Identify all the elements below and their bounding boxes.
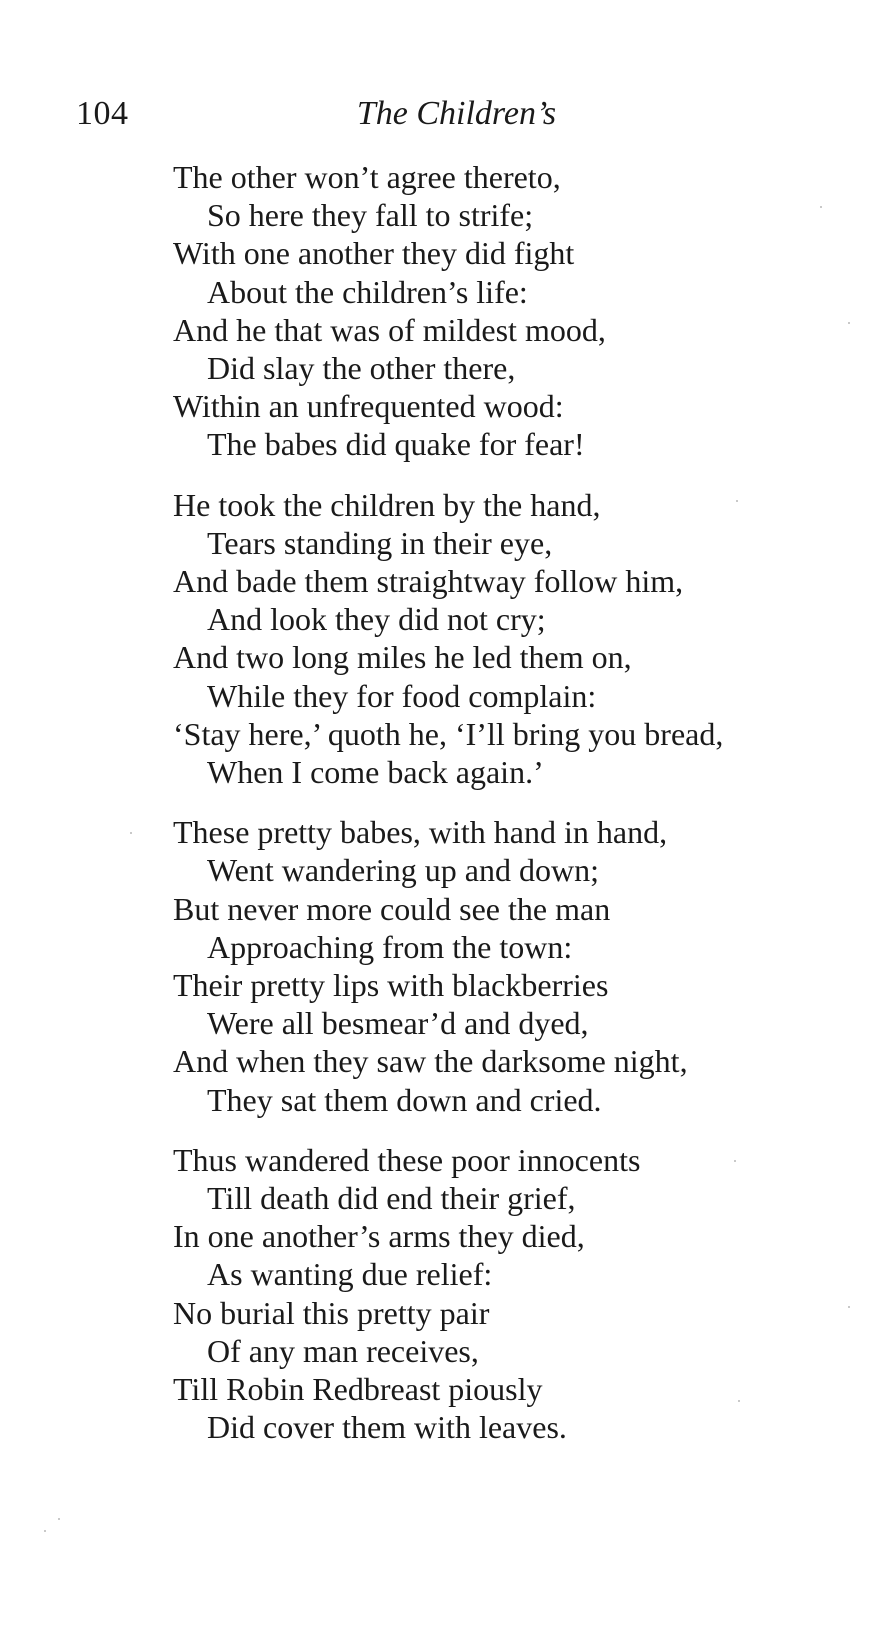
scan-speck — [848, 1306, 850, 1308]
verse-line: Thus wandered these poor innocents — [173, 1141, 641, 1178]
scan-speck — [44, 1530, 46, 1532]
stanza — [173, 813, 863, 1119]
verse-line: Till death did end their grief, — [207, 1180, 576, 1217]
verse-line: Tears standing in their eye, — [207, 524, 553, 561]
verse-line: And bade them straightway follow him, — [173, 563, 684, 600]
stanza — [173, 1141, 863, 1447]
verse-line: Of any man receives, — [207, 1332, 479, 1369]
verse-line: In one another’s arms they died, — [173, 1218, 585, 1255]
verse-line: ‘Stay here,’ quoth he, ‘I’ll bring you bread, — [173, 715, 724, 752]
verse-line: Did slay the other there, — [207, 350, 516, 387]
verse-line: The babes did quake for fear! — [207, 426, 585, 463]
verse-line: Approaching from the town: — [207, 928, 573, 965]
stanza — [173, 158, 863, 464]
verse-line: Till Robin Redbreast piously — [173, 1371, 543, 1408]
verse-line: And look they did not cry; — [207, 601, 546, 638]
verse-line: These pretty babes, with hand in hand, — [173, 814, 668, 851]
running-title: The Children’s — [356, 95, 557, 132]
verse-line: But never more could see the man — [173, 890, 611, 927]
scan-speck — [130, 832, 132, 834]
poem-body — [173, 158, 863, 1447]
verse-line: No burial this pretty pair — [173, 1294, 490, 1331]
verse-line: Their pretty lips with blackberries — [173, 967, 609, 1004]
verse-line: While they for food complain: — [207, 677, 597, 714]
page-number: 104 — [76, 95, 129, 132]
verse-line: The other won’t agree thereto, — [173, 159, 561, 195]
scan-speck — [848, 322, 850, 324]
scan-speck — [58, 1518, 60, 1520]
verse-line: About the children’s life: — [207, 273, 528, 310]
scan-speck — [820, 206, 822, 208]
verse-line: With one another they did fight — [173, 235, 575, 272]
scan-speck — [738, 1400, 740, 1402]
stanza — [173, 486, 863, 792]
verse-line: When I come back again.’ — [207, 754, 544, 791]
verse-line: Were all besmear’d and dyed, — [207, 1005, 589, 1042]
scan-speck — [736, 500, 738, 502]
verse-line: They sat them down and cried. — [207, 1081, 602, 1118]
verse-line: He took the children by the hand, — [173, 486, 601, 523]
verse-line: So here they fall to strife; — [207, 197, 534, 234]
scan-speck — [734, 1160, 736, 1162]
verse-line: Went wandering up and down; — [207, 852, 599, 889]
verse-line: And when they saw the darksome night, — [173, 1043, 688, 1080]
verse-line: And two long miles he led them on, — [173, 639, 632, 676]
verse-line: Within an unfrequented wood: — [173, 388, 564, 425]
verse-line: As wanting due relief: — [207, 1256, 493, 1293]
verse-line: Did cover them with leaves. — [207, 1409, 567, 1446]
verse-line: And he that was of mildest mood, — [173, 311, 606, 348]
